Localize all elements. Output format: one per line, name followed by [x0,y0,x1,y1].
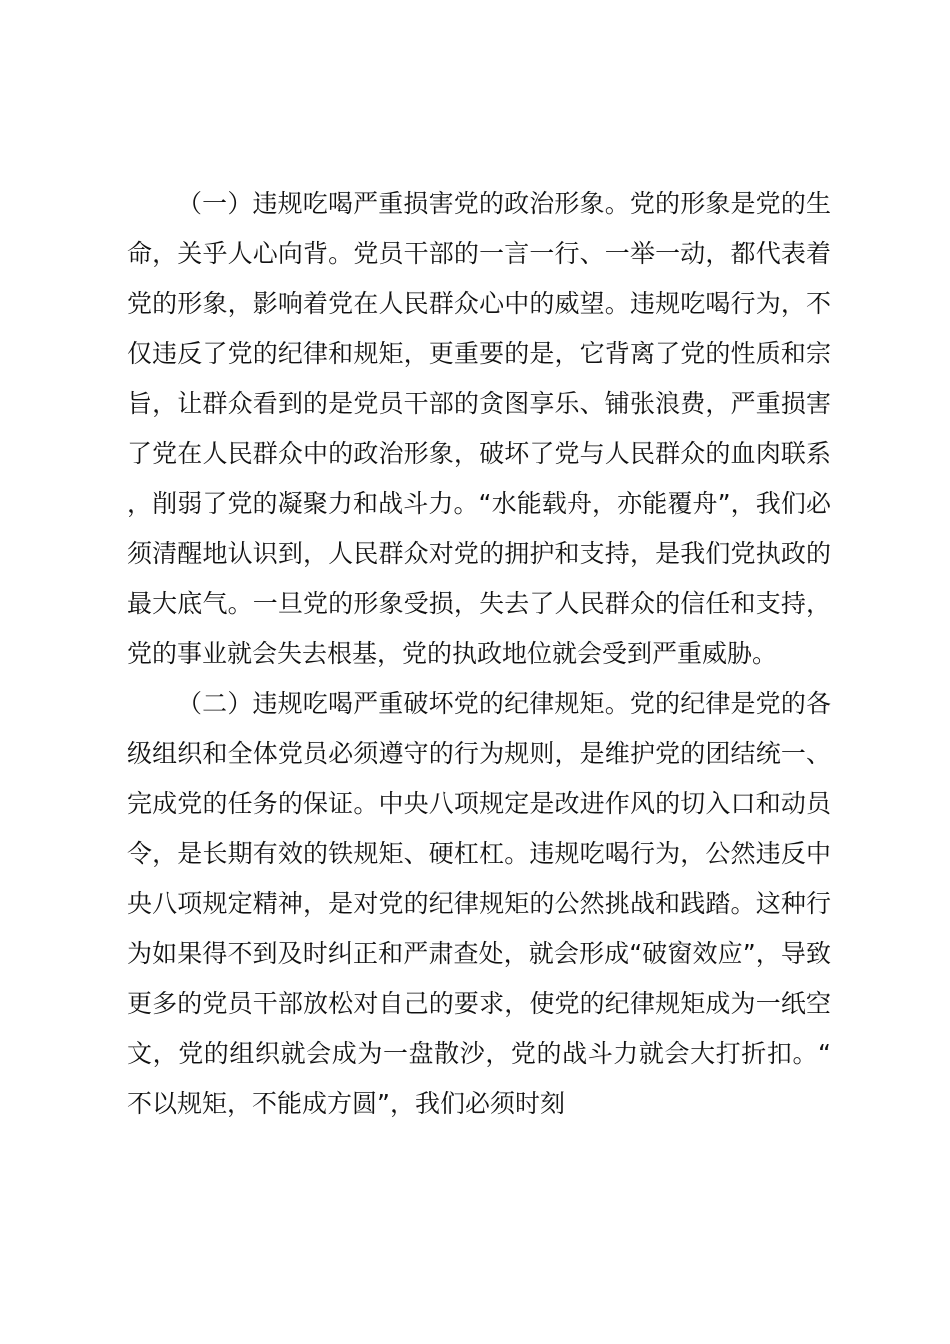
document-body [127,179,831,1129]
paragraph-political-image: （一）违规吃喝严重损害党的政治形象。党的形象是党的生命，关乎人心向背。党员干部的一言一行、一举一动，都代表着党的形象，影响着党在人民群众心中的威望。违规吃喝行为，不仅违反了党的纪律和规矩，更重要的是，它背离了党的性质和宗旨，让群众看到的是党员干部的贪图享乐、铺张浪费，严重损害了党在人民群众中的政治形象，破坏了党与人民群众的血肉联系，削弱了党的凝聚力和战斗力。“水能载舟，亦能覆舟”，我们必须清醒地认识到，人民群众对党的拥护和支持，是我们党执政的最大底气。一旦党的形象受损，失去了人民群众的信任和支持，党的事业就会失去根基，党的执政地位就会受到严重威胁。 [127,189,831,668]
paragraph-discipline-rules: （二）违规吃喝严重破坏党的纪律规矩。党的纪律是党的各级组织和全体党员必须遵守的行为规则，是维护党的团结统一、完成党的任务的保证。中央八项规定是改进作风的切入口和动员令，是长期有效的铁规矩、硬杠杠。违规吃喝行为，公然违反中央八项规定精神，是对党的纪律规矩的公然挑战和践踏。这种行为如果得不到及时纠正和严肃查处，就会形成“破窗效应”，导致更多的党员干部放松对自己的要求，使党的纪律规矩成为一纸空文，党的组织就会成为一盘散沙，党的战斗力就会大打折扣。“不以规矩，不能成方圆”，我们必须时刻 [127,689,831,1118]
